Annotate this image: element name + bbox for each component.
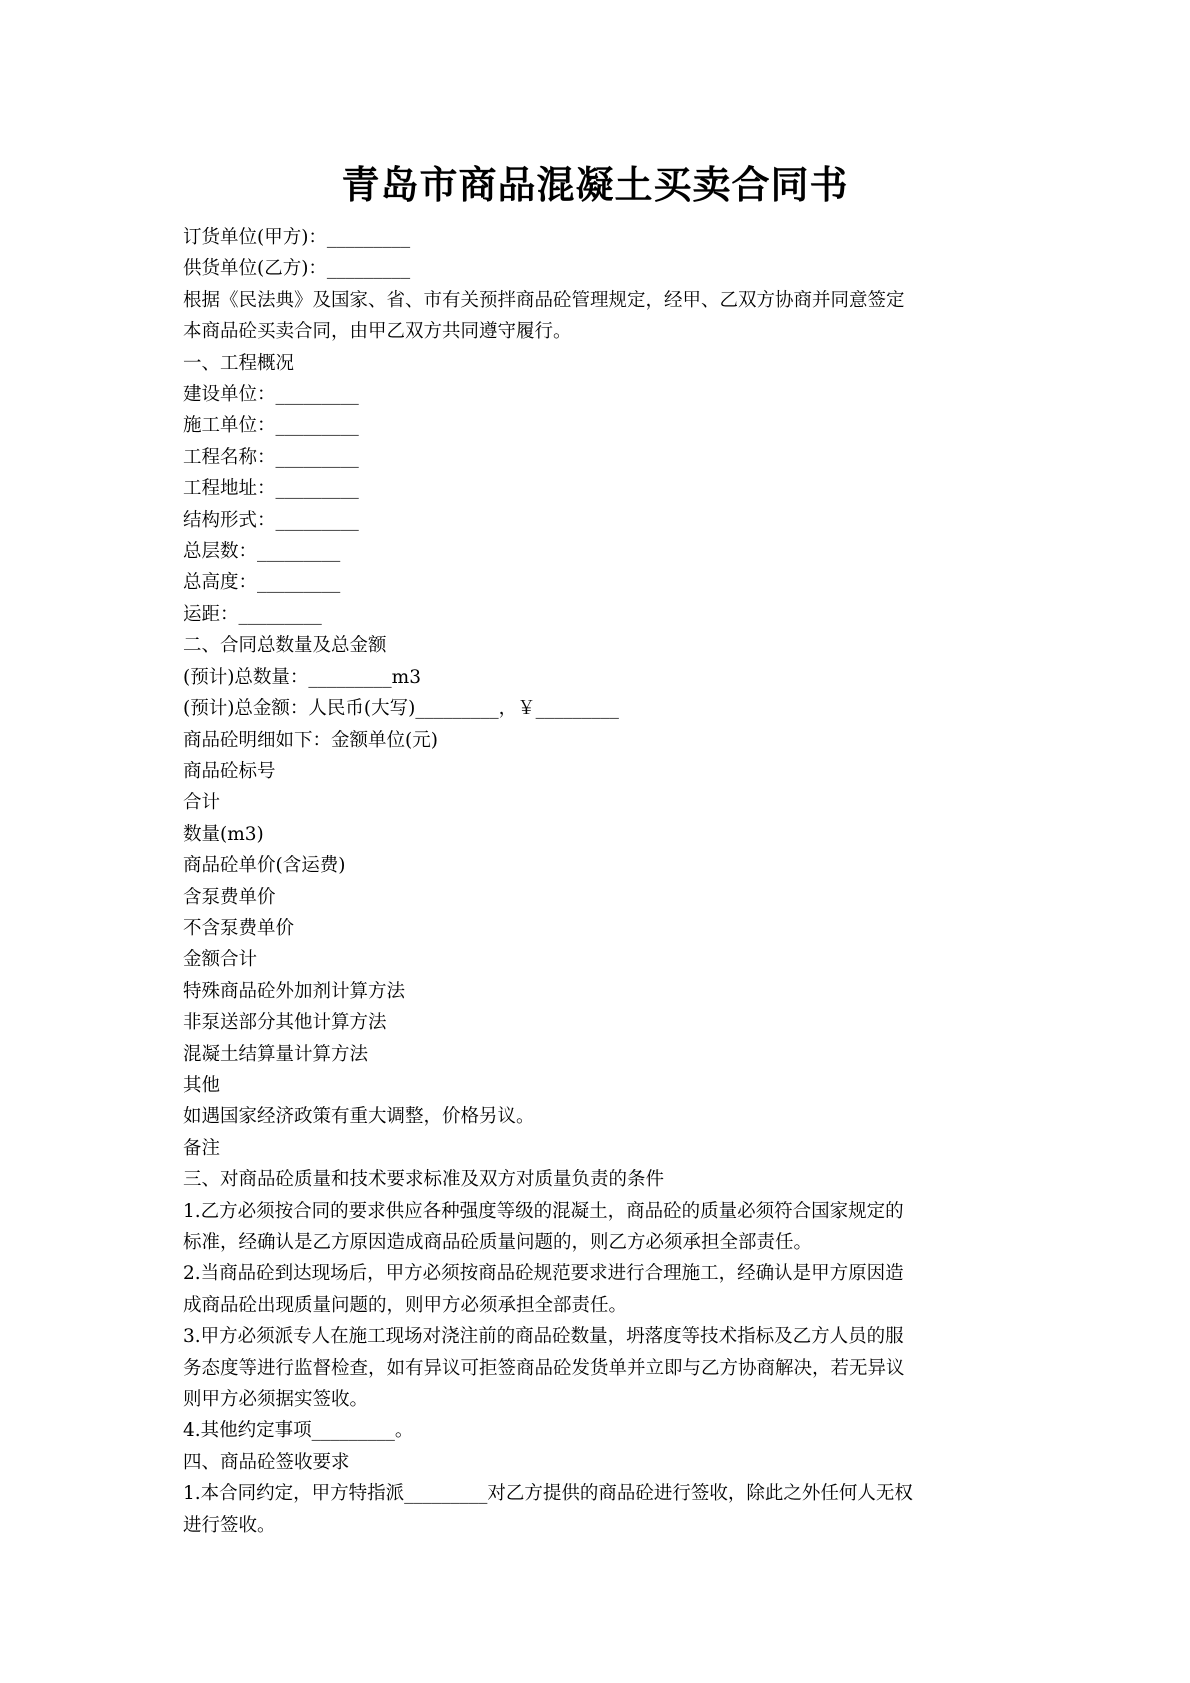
preamble-line-2: 本商品砼买卖合同，由甲乙双方共同遵守履行。 — [183, 321, 572, 343]
clause-4-1-line-2: 进行签收。 — [183, 1514, 276, 1536]
clause-3-3-line-2: 务态度等进行监督检查，如有异议可拒签商品砼发货单并立即与乙方协商解决，若无异议 — [183, 1357, 905, 1379]
amount-total-label: 金额合计 — [183, 949, 258, 971]
clause-3-1-line-1: 1.乙方必须按合同的要求供应各种强度等级的混凝土，商品砼的质量必须符合国家规定的 — [183, 1200, 904, 1222]
quantity-label: 数量(m3) — [183, 823, 264, 845]
clause-3-4-line: 4.其他约定事项_________。 — [183, 1420, 414, 1442]
party-b-line: 供货单位(乙方)：_________ — [183, 258, 411, 280]
additive-calc-label: 特殊商品砼外加剂计算方法 — [183, 980, 406, 1002]
clause-4-1-line-1: 1.本合同约定，甲方特指派_________对乙方提供的商品砼进行签收，除此之外任何人无权 — [183, 1483, 913, 1505]
section-3-heading: 三、对商品砼质量和技术要求标准及双方对质量负责的条件 — [183, 1169, 665, 1191]
clause-3-2-line-2: 成商品砼出现质量问题的，则甲方必须承担全部责任。 — [183, 1294, 628, 1316]
pump-price-label: 含泵费单价 — [183, 886, 276, 908]
remarks-label: 备注 — [183, 1137, 221, 1159]
clause-3-3-line-3: 则甲方必须据实签收。 — [183, 1389, 369, 1411]
party-a-line: 订货单位(甲方)：_________ — [183, 227, 411, 248]
settlement-calc-label: 混凝土结算量计算方法 — [183, 1043, 369, 1065]
concrete-grade-label: 商品砼标号 — [183, 760, 276, 782]
preamble-line-1: 根据《民法典》及国家、省、市有关预拌商品砼管理规定，经甲、乙双方协商并同意签定 — [183, 289, 905, 311]
total-amount-line: (预计)总金额：人民币(大写)_________，￥_________ — [183, 698, 619, 720]
section-4-heading: 四、商品砼签收要求 — [183, 1451, 350, 1473]
total-quantity-line: (预计)总数量：_________m3 — [183, 666, 421, 688]
details-intro-line: 商品砼明细如下：金额单位(元) — [183, 729, 438, 751]
distance-line: 运距：_________ — [183, 603, 322, 625]
total-floors-line: 总层数：_________ — [183, 541, 341, 563]
section-2-heading: 二、合同总数量及总金额 — [183, 635, 387, 657]
clause-3-1-line-2: 标准，经确认是乙方原因造成商品砼质量问题的，则乙方必须承担全部责任。 — [183, 1232, 813, 1253]
non-pump-calc-label: 非泵送部分其他计算方法 — [183, 1012, 387, 1034]
structure-type-line: 结构形式：_________ — [183, 509, 359, 531]
clause-3-3-line-1: 3.甲方必须派专人在施工现场对浇注前的商品砼数量，坍落度等技术指标及乙方人员的服 — [183, 1326, 904, 1348]
project-address-line: 工程地址：_________ — [183, 478, 359, 500]
document-title: 青岛市商品混凝土买卖合同书 — [341, 163, 849, 207]
project-name-line: 工程名称：_________ — [183, 446, 359, 468]
builder-unit-line: 施工单位：_________ — [183, 415, 359, 437]
construction-unit-line: 建设单位：_________ — [183, 384, 359, 406]
section-1-heading: 一、工程概况 — [183, 352, 295, 374]
total-label: 合计 — [183, 792, 221, 814]
other-label: 其他 — [183, 1074, 221, 1096]
document-body — [183, 222, 1018, 1541]
clause-3-2-line-1: 2.当商品砼到达现场后，甲方必须按商品砼规范要求进行合理施工，经确认是甲方原因造 — [183, 1263, 904, 1285]
no-pump-price-label: 不含泵费单价 — [183, 917, 295, 939]
total-height-line: 总高度：_________ — [183, 572, 341, 594]
unit-price-label: 商品砼单价(含运费) — [183, 855, 346, 877]
policy-adjust-line: 如遇国家经济政策有重大调整，价格另议。 — [183, 1106, 535, 1128]
